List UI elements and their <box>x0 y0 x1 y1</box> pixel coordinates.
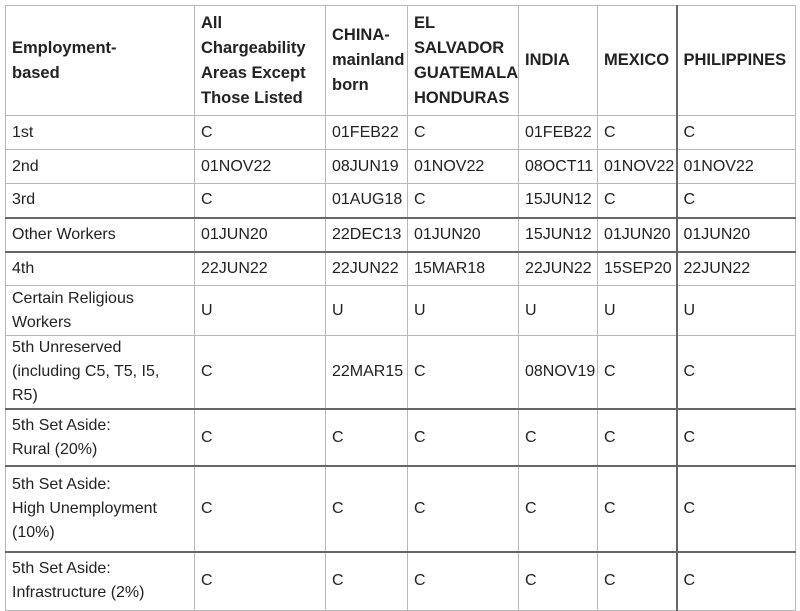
cell-india: 15JUN12 <box>519 184 598 218</box>
header-el-salvador: EL SALVADOR GUATEMALA HONDURAS <box>408 6 519 116</box>
table-row <box>6 252 796 286</box>
cell-category: 5th Set Aside: Infrastructure (2%) <box>6 552 195 610</box>
table-row <box>6 336 796 410</box>
table-row <box>6 286 796 336</box>
cell-all-chargeability: 01NOV22 <box>195 150 326 184</box>
cell-philippines: C <box>677 552 796 610</box>
cell-india: 08NOV19 <box>519 336 598 410</box>
cell-all-chargeability: 01JUN20 <box>195 218 326 252</box>
cell-china: 22DEC13 <box>326 218 408 252</box>
cell-philippines: C <box>677 336 796 410</box>
cell-all-chargeability: U <box>195 286 326 336</box>
cell-philippines: C <box>677 409 796 466</box>
cell-el-salvador: U <box>408 286 519 336</box>
header-india: INDIA <box>519 6 598 116</box>
header-all-chargeability: All Chargeability Areas Except Those Listed <box>195 6 326 116</box>
cell-category: 3rd <box>6 184 195 218</box>
cell-category: 2nd <box>6 150 195 184</box>
cell-category: 5th Set Aside: High Unemployment (10%) <box>6 466 195 552</box>
cell-el-salvador: C <box>408 336 519 410</box>
cell-india: 22JUN22 <box>519 252 598 286</box>
cell-el-salvador: 01JUN20 <box>408 218 519 252</box>
cell-china: 22MAR15 <box>326 336 408 410</box>
cell-philippines: U <box>677 286 796 336</box>
cell-india: 08OCT11 <box>519 150 598 184</box>
cell-mexico: C <box>598 184 677 218</box>
header-employment-based: Employment- based <box>6 6 195 116</box>
table-row <box>6 409 796 466</box>
visa-bulletin-table-container <box>5 5 796 611</box>
cell-india: C <box>519 552 598 610</box>
cell-el-salvador: C <box>408 116 519 150</box>
cell-all-chargeability: C <box>195 466 326 552</box>
cell-all-chargeability: C <box>195 552 326 610</box>
table-row <box>6 552 796 610</box>
cell-china: 01AUG18 <box>326 184 408 218</box>
cell-category: 4th <box>6 252 195 286</box>
cell-china: C <box>326 466 408 552</box>
cell-philippines: C <box>677 466 796 552</box>
table-row <box>6 116 796 150</box>
cell-china: C <box>326 409 408 466</box>
cell-philippines: C <box>677 116 796 150</box>
cell-mexico: C <box>598 409 677 466</box>
cell-all-chargeability: C <box>195 116 326 150</box>
cell-india: C <box>519 409 598 466</box>
cell-category: Certain Religious Workers <box>6 286 195 336</box>
cell-india: 01FEB22 <box>519 116 598 150</box>
table-row <box>6 466 796 552</box>
cell-china: C <box>326 552 408 610</box>
cell-mexico: 01NOV22 <box>598 150 677 184</box>
cell-china: U <box>326 286 408 336</box>
cell-india: C <box>519 466 598 552</box>
cell-category: Other Workers <box>6 218 195 252</box>
employment-based-dates-table <box>5 5 796 611</box>
cell-mexico: 15SEP20 <box>598 252 677 286</box>
header-row <box>6 6 796 116</box>
table-row <box>6 218 796 252</box>
header-philippines: PHILIPPINES <box>677 6 796 116</box>
header-mexico: MEXICO <box>598 6 677 116</box>
cell-china: 01FEB22 <box>326 116 408 150</box>
header-china: CHINA- mainland born <box>326 6 408 116</box>
cell-mexico: C <box>598 116 677 150</box>
cell-all-chargeability: C <box>195 184 326 218</box>
cell-mexico: C <box>598 336 677 410</box>
cell-india: 15JUN12 <box>519 218 598 252</box>
cell-mexico: C <box>598 466 677 552</box>
cell-philippines: C <box>677 184 796 218</box>
table-row <box>6 184 796 218</box>
cell-category: 5th Set Aside: Rural (20%) <box>6 409 195 466</box>
cell-el-salvador: C <box>408 552 519 610</box>
cell-el-salvador: C <box>408 409 519 466</box>
cell-philippines: 01NOV22 <box>677 150 796 184</box>
cell-mexico: 01JUN20 <box>598 218 677 252</box>
cell-china: 08JUN19 <box>326 150 408 184</box>
cell-el-salvador: 15MAR18 <box>408 252 519 286</box>
cell-china: 22JUN22 <box>326 252 408 286</box>
table-row <box>6 150 796 184</box>
cell-all-chargeability: 22JUN22 <box>195 252 326 286</box>
cell-el-salvador: 01NOV22 <box>408 150 519 184</box>
cell-category: 5th Unreserved (including C5, T5, I5, R5) <box>6 336 195 410</box>
cell-mexico: C <box>598 552 677 610</box>
cell-all-chargeability: C <box>195 409 326 466</box>
cell-india: U <box>519 286 598 336</box>
cell-el-salvador: C <box>408 184 519 218</box>
cell-philippines: 22JUN22 <box>677 252 796 286</box>
cell-el-salvador: C <box>408 466 519 552</box>
cell-category: 1st <box>6 116 195 150</box>
cell-all-chargeability: C <box>195 336 326 410</box>
cell-philippines: 01JUN20 <box>677 218 796 252</box>
cell-mexico: U <box>598 286 677 336</box>
